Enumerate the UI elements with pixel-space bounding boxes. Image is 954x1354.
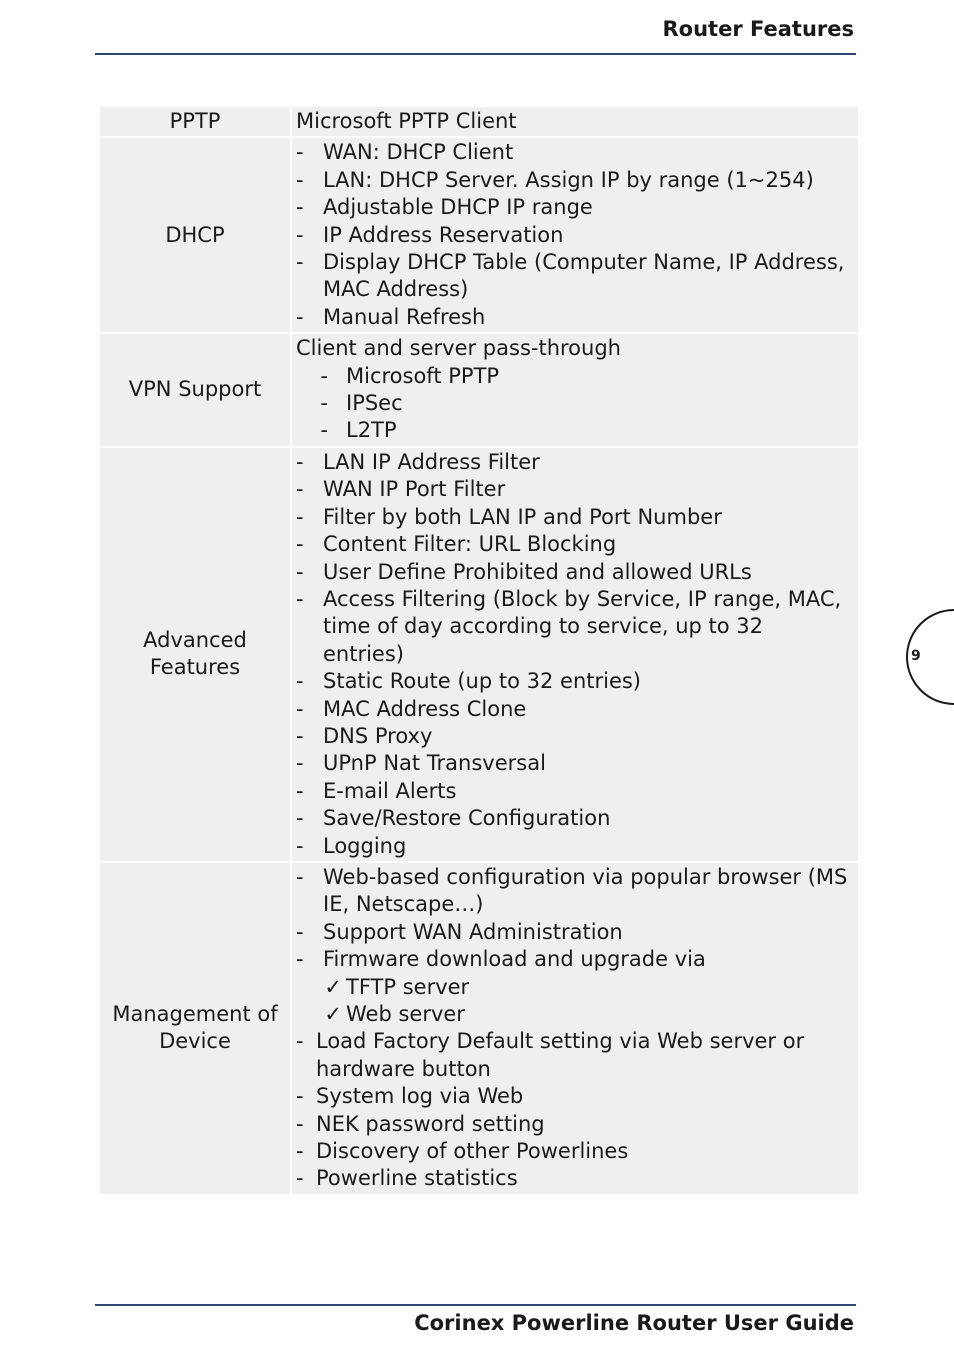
list-item	[296, 194, 850, 221]
line-text: Static Route (up to 32 entries)	[323, 669, 642, 694]
row-content	[292, 448, 858, 861]
list-item	[296, 363, 850, 390]
dash-marker: -	[296, 504, 304, 529]
dash-marker: -	[296, 696, 304, 721]
table-row-management-of-device	[100, 863, 858, 1194]
dash-marker: -	[296, 532, 304, 557]
line-text: Adjustable DHCP IP range	[323, 195, 593, 220]
dash-marker: -	[296, 669, 304, 694]
line-text: Firmware download and upgrade via	[323, 947, 706, 972]
list-item	[296, 1138, 850, 1165]
line-text: Microsoft PPTP	[346, 363, 500, 388]
dash-marker: -	[296, 250, 304, 275]
line-text: Access Filtering (Block by Service, IP range, MAC, time of day according to service, up to 32 entries)	[323, 586, 842, 666]
line-text: IPSec	[346, 391, 403, 416]
dash-marker: -	[296, 167, 304, 192]
line-text: System log via Web	[316, 1084, 524, 1109]
dash-marker: -	[320, 391, 328, 416]
dash-marker: -	[296, 586, 304, 611]
list-item	[296, 559, 850, 586]
line-text: DNS Proxy	[323, 723, 433, 748]
list-item	[296, 390, 850, 417]
list-item	[296, 249, 850, 304]
list-item	[296, 167, 850, 194]
dash-marker: -	[296, 751, 304, 776]
row-label: DHCP	[100, 138, 290, 332]
line-text: LAN IP Address Filter	[323, 449, 540, 474]
footer-title: Corinex Powerline Router User Guide	[414, 1311, 854, 1335]
line-text: Discovery of other Powerlines	[316, 1139, 629, 1164]
list-item	[296, 504, 850, 531]
dash-marker: -	[296, 1139, 304, 1164]
list-item	[296, 805, 850, 832]
dash-marker: -	[296, 140, 304, 165]
dash-marker: -	[296, 833, 304, 858]
list-item	[296, 1028, 850, 1083]
line-text: Save/Restore Configuration	[323, 806, 611, 831]
dash-marker: -	[296, 304, 304, 329]
table-row-pptp	[100, 107, 858, 136]
line-text: L2TP	[346, 418, 397, 443]
dash-marker: -	[296, 477, 304, 502]
line-text: Client and server pass-through	[296, 336, 621, 361]
dash-marker: -	[296, 195, 304, 220]
list-item	[296, 919, 850, 946]
check-icon: ✓	[324, 1002, 342, 1026]
list-item	[296, 139, 850, 166]
line-text: IP Address Reservation	[323, 222, 564, 247]
row-content	[292, 107, 858, 136]
line-text: E-mail Alerts	[323, 778, 457, 803]
check-icon: ✓	[324, 974, 342, 999]
line-text: User Define Prohibited and allowed URLs	[323, 559, 752, 584]
table-row-dhcp	[100, 138, 858, 332]
dash-marker: -	[296, 723, 304, 748]
line-text: Display DHCP Table (Computer Name, IP Address, MAC Address)	[323, 250, 845, 302]
list-item	[296, 778, 850, 805]
row-content	[292, 138, 858, 332]
dash-marker: -	[296, 864, 304, 889]
list-item	[296, 476, 850, 503]
row-label: Management of Device	[100, 863, 290, 1194]
line-text: NEK password setting	[316, 1111, 545, 1136]
list-item	[296, 1111, 850, 1138]
list-item	[296, 696, 850, 723]
line-text: WAN IP Port Filter	[323, 477, 506, 502]
line-text: Filter by both LAN IP and Port Number	[323, 504, 722, 529]
row-label: Advanced Features	[100, 448, 290, 861]
dash-marker: -	[320, 418, 328, 443]
dash-marker: -	[296, 947, 304, 972]
list-item	[296, 417, 850, 444]
line-text: Web-based configuration via popular browser (MS IE, Netscape…)	[323, 864, 848, 917]
list-item	[296, 531, 850, 558]
table-row-advanced-features	[100, 448, 858, 861]
dash-marker: -	[296, 222, 304, 247]
list-item	[296, 723, 850, 750]
list-item	[296, 449, 850, 476]
list-item	[296, 750, 850, 777]
list-item	[296, 222, 850, 249]
feature-table	[98, 105, 860, 1196]
line-text: Powerline statistics	[316, 1166, 518, 1191]
dash-marker: -	[296, 1029, 304, 1054]
footer-rule	[95, 1304, 856, 1306]
line-text: TFTP server	[346, 974, 470, 999]
list-item	[296, 1001, 850, 1028]
list-item	[296, 1165, 850, 1192]
page-number: 9	[911, 648, 921, 664]
line-text: Microsoft PPTP Client	[296, 109, 517, 133]
line-text: UPnP Nat Transversal	[323, 751, 546, 776]
list-item	[296, 946, 850, 973]
line-text: MAC Address Clone	[323, 696, 527, 721]
line-text: Load Factory Default setting via Web server or hardware button	[316, 1029, 805, 1081]
dash-marker: -	[296, 449, 304, 474]
line-text: LAN: DHCP Server. Assign IP by range (1~254)	[323, 167, 814, 192]
dash-marker: -	[296, 1111, 304, 1136]
line-text: WAN: DHCP Client	[323, 140, 514, 165]
dash-marker: -	[296, 806, 304, 831]
list-item	[296, 1083, 850, 1110]
row-label: PPTP	[100, 107, 290, 136]
dash-marker: -	[296, 919, 304, 944]
list-item	[296, 864, 850, 919]
line-text: Manual Refresh	[323, 304, 486, 329]
line-text: Content Filter: URL Blocking	[323, 532, 617, 557]
list-item	[296, 668, 850, 695]
dash-marker: -	[296, 559, 304, 584]
list-item	[296, 586, 850, 668]
header-rule	[95, 53, 856, 55]
dash-marker: -	[296, 1084, 304, 1109]
row-label: VPN Support	[100, 334, 290, 446]
line-text: Support WAN Administration	[323, 919, 623, 944]
line-text: Logging	[323, 833, 407, 858]
list-item	[296, 833, 850, 860]
list-item	[296, 304, 850, 331]
dash-marker: -	[296, 1166, 304, 1191]
row-content	[292, 863, 858, 1194]
row-content	[292, 334, 858, 446]
dash-marker: -	[320, 363, 328, 388]
dash-marker: -	[296, 778, 304, 803]
line-text: Web server	[346, 1002, 465, 1026]
table-row-vpn-support	[100, 334, 858, 446]
header-title: Router Features	[662, 17, 854, 41]
list-item	[296, 974, 850, 1001]
